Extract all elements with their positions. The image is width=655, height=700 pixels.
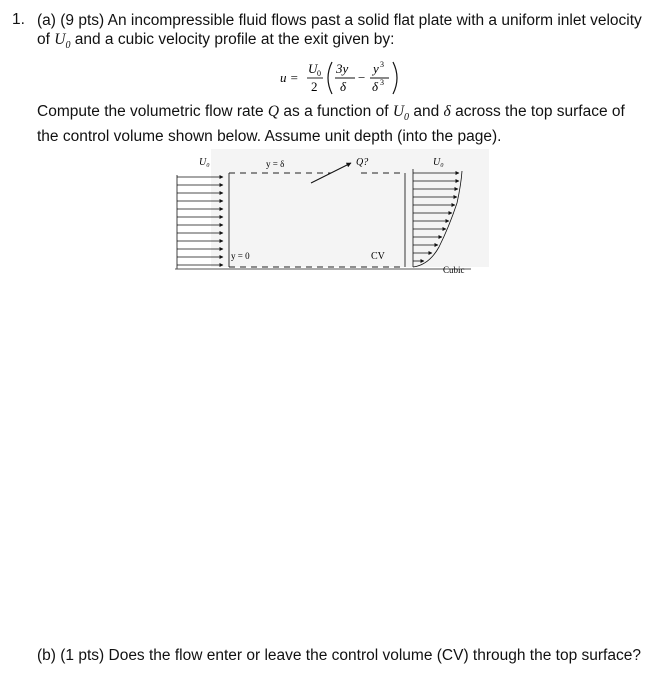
inlet-label: U₀ xyxy=(199,157,210,168)
cv-label: CV xyxy=(371,251,385,262)
question-number: 1. xyxy=(12,11,25,28)
eq-numerator: U xyxy=(308,61,318,76)
eq-term1-den: δ xyxy=(340,79,347,94)
part-b-label: (b) (1 pts) xyxy=(37,647,105,664)
compute-text-1: Compute the volumetric flow rate xyxy=(37,103,264,120)
part-a-intro: An incompressible fluid flows past a solid flat plate with a uniform inlet velocity of xyxy=(37,12,642,48)
diagram-background xyxy=(211,149,489,267)
flow-rate-symbol: Q xyxy=(267,103,280,120)
eq-denominator: 2 xyxy=(311,79,318,94)
compute-text-4: across the top surface of the control volume shown below. Assume unit depth (into the page). xyxy=(37,103,625,146)
eq-minus: − xyxy=(358,70,366,85)
compute-text-2: as a function of xyxy=(283,103,389,120)
compute-text-3: and xyxy=(413,103,440,120)
control-volume-diagram xyxy=(171,147,491,277)
part-a-intro-end: and a cubic velocity profile at the exit given by: xyxy=(74,31,395,48)
eq-lhs: u = xyxy=(280,70,299,85)
delta-symbol: δ xyxy=(443,103,451,120)
eq-left-paren xyxy=(328,62,332,94)
eq-term2-num: y xyxy=(373,61,379,76)
profile-label: Cubic xyxy=(443,265,465,275)
exit-label: U₀ xyxy=(433,157,444,168)
part-a-label: (a) (9 pts) xyxy=(37,12,105,29)
bottom-label: y = 0 xyxy=(231,251,250,261)
eq-term2-num-sup: 3 xyxy=(380,60,384,69)
eq-right-paren xyxy=(393,62,397,94)
part-b-text: Does the flow enter or leave the control volume (CV) through the top surface? xyxy=(108,647,641,664)
eq-term2-den: δ xyxy=(372,79,379,94)
part-a-compute-text xyxy=(37,102,649,146)
top-label: y = δ xyxy=(266,159,285,169)
inlet-velocity-symbol: $U_0$ xyxy=(54,31,71,52)
eq-numerator-sub: 0 xyxy=(317,69,321,78)
part-b-statement xyxy=(37,646,649,665)
part-a-statement xyxy=(37,11,647,55)
inlet-velocity-symbol-2: $U_0$ xyxy=(392,103,410,124)
eq-term2-den-sup: 3 xyxy=(380,78,384,87)
velocity-profile-equation xyxy=(280,58,410,98)
eq-term1-num: 3y xyxy=(336,61,349,76)
flow-label: Q? xyxy=(356,157,369,168)
